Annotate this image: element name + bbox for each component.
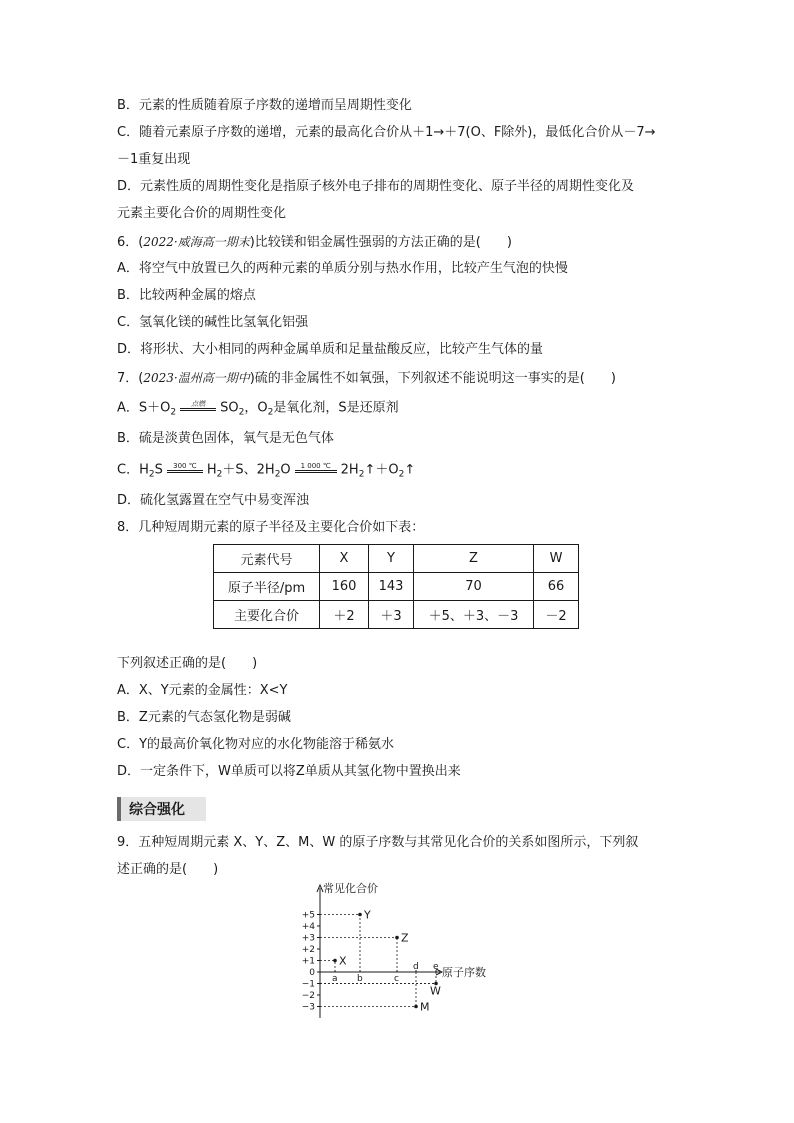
- subscript: 2: [148, 469, 155, 480]
- equation-part: ＋S、2H: [222, 462, 275, 478]
- question-6-num: 6．(: [117, 235, 144, 250]
- equation-part: H: [206, 462, 217, 478]
- x-tick-label: a: [332, 974, 338, 984]
- element-table: [213, 544, 579, 629]
- question-7-option-c: [117, 462, 415, 483]
- y-tick-label: 0: [309, 968, 315, 978]
- question-7-text: )硫的非金属性不如氧强，下列叙述不能说明这一事实的是( ): [249, 371, 616, 386]
- y-tick-label: +3: [301, 933, 315, 944]
- table-header: Y: [369, 545, 414, 573]
- y-tick-label: −2: [301, 991, 315, 1001]
- reaction-condition: [165, 462, 205, 478]
- table-cell: ＋5、＋3、－3: [414, 601, 534, 629]
- table-header: X: [320, 545, 369, 573]
- question-6-source: 2022·威海高一期末: [143, 235, 250, 249]
- subscript: 2: [170, 407, 177, 418]
- question-8-option-c: C．Y的最高价氧化物对应的水化物能溶于稀氨水: [117, 737, 395, 752]
- y-tick-label: −3: [301, 1002, 315, 1013]
- question-7-option-a: [117, 400, 399, 421]
- question-8-prompt: 下列叙述正确的是( ): [117, 656, 258, 671]
- question-6: [117, 234, 512, 251]
- data-point-z: [395, 936, 399, 940]
- option-c-line-cont: －1重复出现: [117, 152, 191, 167]
- subscript: 2: [358, 469, 365, 480]
- subscript: 2: [267, 407, 274, 418]
- table-row: [214, 573, 579, 601]
- point-label-w: W: [430, 984, 441, 998]
- question-8-option-a: A．X、Y元素的金属性：X<Y: [117, 683, 288, 698]
- equation-part: ↑: [404, 462, 416, 478]
- condition-text: 300 ℃: [173, 462, 197, 470]
- point-label-m: M: [420, 1000, 430, 1014]
- table-cell: 143: [369, 573, 414, 601]
- equation-part: O: [280, 462, 291, 478]
- question-7-option-b: B．硫是淡黄色固体，氧气是无色气体: [117, 431, 334, 446]
- question-9-cont: 述正确的是( ): [117, 862, 219, 877]
- equation-part: C．H: [117, 462, 149, 478]
- point-label-z: Z: [401, 931, 409, 945]
- question-8-option-d: D．一定条件下，W单质可以将Z单质从其氢化物中置换出来: [117, 764, 461, 779]
- table-cell: 160: [320, 573, 369, 601]
- question-7-option-d: D．硫化氢露置在空气中易变浑浊: [117, 493, 310, 508]
- question-9: 9．五种短周期元素 X、Y、Z、M、W 的原子序数与其常见化合价的关系如图所示，下列叙: [117, 835, 639, 850]
- x-tick-label: e: [433, 962, 439, 972]
- data-point-m: [414, 1005, 418, 1009]
- y-tick-label: +4: [301, 922, 315, 932]
- x-tick-label: c: [394, 974, 399, 984]
- data-point-x: [333, 959, 337, 963]
- table-cell: ＋2: [320, 601, 369, 629]
- table-cell: ＋3: [369, 601, 414, 629]
- question-7-num: 7．(: [117, 371, 144, 386]
- x-tick-label: d: [413, 962, 419, 972]
- condition-text: 1 000 ℃: [300, 462, 331, 470]
- y-tick-label: +5: [301, 910, 315, 921]
- question-7: [117, 370, 616, 387]
- y-tick-label: −1: [301, 979, 315, 990]
- option-c-line: C．随着元素原子序数的递增，元素的最高化合价从＋1→＋7(O、F除外)，最低化合价从－7→: [117, 125, 656, 140]
- table-header: 元素代号: [214, 545, 320, 573]
- point-label-x: X: [339, 954, 347, 968]
- table-row: [214, 601, 579, 629]
- question-8-option-b: B．Z元素的气态氢化物是弱碱: [117, 710, 291, 725]
- table-header: W: [534, 545, 579, 573]
- table-cell: 原子半径/pm: [214, 573, 320, 601]
- equation-part: ，O: [244, 400, 268, 416]
- point-label-y: Y: [364, 908, 371, 922]
- reaction-condition: [178, 400, 218, 416]
- question-6-option-b: B．比较两种金属的熔点: [117, 288, 256, 303]
- subscript: 2: [274, 469, 281, 480]
- question-6-text: )比较镁和铝金属性强弱的方法正确的是( ): [249, 235, 512, 250]
- table-cell: 66: [534, 573, 579, 601]
- equation-part: 2H: [340, 462, 359, 478]
- option-b-line: B．元素的性质随着原子序数的递增而呈周期性变化: [117, 98, 412, 113]
- subscript: 2: [398, 469, 405, 480]
- table-cell: 70: [414, 573, 534, 601]
- equation-part: S: [154, 462, 163, 478]
- x-tick-label: b: [357, 974, 363, 984]
- y-tick-label: +2: [301, 945, 315, 955]
- question-6-option-d: D．将形状、大小相同的两种金属单质和足量盐酸反应，比较产生气体的量: [117, 342, 544, 357]
- equation-part: ↑＋O: [364, 462, 399, 478]
- table-cell: 主要化合价: [214, 601, 320, 629]
- question-8: 8．几种短周期元素的原子半径及主要化合价如下表：: [117, 520, 425, 535]
- y-axis-title: 常见化合价: [323, 882, 378, 895]
- condition-text: 点燃: [191, 400, 206, 408]
- table-row: [214, 545, 579, 573]
- section-title: 综合强化: [129, 802, 185, 818]
- subscript: 2: [238, 407, 245, 418]
- option-d-line-cont: 元素主要化合价的周期性变化: [117, 206, 287, 221]
- data-point-y: [358, 913, 362, 917]
- table-cell: －2: [534, 601, 579, 629]
- subscript: 2: [216, 469, 223, 480]
- question-6-option-c: C．氢氧化镁的碱性比氢氧化铝强: [117, 315, 309, 330]
- question-7-source: 2023·温州高一期中: [143, 371, 250, 385]
- section-header: [117, 797, 206, 821]
- equation-part: A．S＋O: [117, 400, 171, 416]
- table-header: Z: [414, 545, 534, 573]
- option-d-line: D．元素性质的周期性变化是指原子核外电子排布的周期性变化、原子半径的周期性变化及: [117, 179, 635, 194]
- reaction-condition: [293, 462, 339, 478]
- equation-part: 是氧化剂，S是还原剂: [273, 400, 399, 416]
- y-tick-label: +1: [301, 956, 315, 967]
- valence-graph: [290, 880, 520, 1020]
- x-axis-title: 原子序数: [442, 966, 486, 979]
- question-6-option-a: A．将空气中放置已久的两种元素的单质分别与热水作用，比较产生气泡的快慢: [117, 261, 568, 276]
- equation-part: SO: [220, 400, 239, 416]
